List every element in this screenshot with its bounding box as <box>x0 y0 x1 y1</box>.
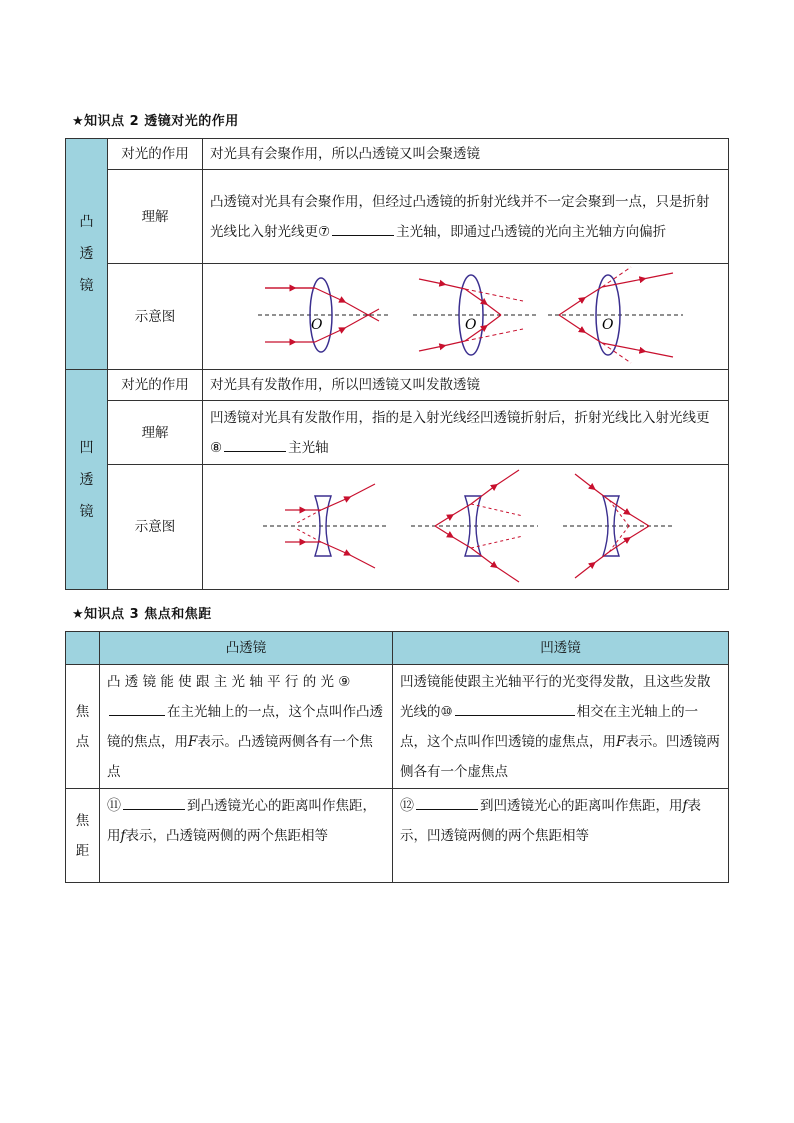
focus-row-label: 焦点 <box>66 665 100 789</box>
lens-effect-table <box>65 138 729 590</box>
focal-length-convex-part1: 到凸透镜光心的距离叫作焦距，用 <box>107 798 376 844</box>
focal-length-concave-part2: 表示，凹透镜两侧的两个焦距相等 <box>400 798 701 844</box>
side-char: 镜 <box>79 503 94 520</box>
knowledge-point-3-heading: ★知识点 3 焦点和焦距 <box>72 607 212 622</box>
knowledge-point-2-heading: ★知识点 2 透镜对光的作用 <box>72 114 239 129</box>
side-char: 凹 <box>79 439 94 456</box>
concave-diagram-less-converge <box>563 474 673 578</box>
convex-lens-diagram <box>203 265 728 369</box>
focal-length-concave-part1: 到凹透镜光心的距离叫作焦距，用 <box>480 798 683 814</box>
side-char: 凸 <box>79 214 94 230</box>
concave-understand-label: 理解 <box>108 401 203 465</box>
answer-blank-8[interactable] <box>224 437 286 452</box>
focus-concave-text <box>393 665 729 789</box>
convex-understand-part2: 主光轴，即通过凸透镜的光向主光轴方向偏折 <box>396 223 667 240</box>
concave-diagram-label: 示意图 <box>108 465 203 590</box>
focus-symbol: F <box>616 733 626 750</box>
column-header-concave: 凹透镜 <box>393 632 729 665</box>
concave-diagram-converging-input <box>411 470 538 582</box>
convex-lens-side-header <box>66 139 108 370</box>
convex-diagram-converge <box>258 278 388 352</box>
convex-understand-label: 理解 <box>108 170 203 264</box>
focus-convex-part2: 在主光轴上的一点，这个点叫作凸透镜的焦点，用 <box>107 703 383 750</box>
answer-blank-7[interactable] <box>332 221 394 236</box>
concave-diagram-diverge <box>263 484 388 568</box>
concave-understand-part2: 主光轴 <box>288 439 329 456</box>
answer-blank-9[interactable] <box>109 701 165 716</box>
convex-understand-text <box>203 170 729 264</box>
convex-effect-text: 对光具有会聚作用，所以凸透镜又叫会聚透镜 <box>203 139 729 170</box>
focus-concave-part2: 相交在主光轴上的一点，这个点叫作凹透镜的虚焦点，用 <box>400 703 699 750</box>
concave-understand-text <box>203 401 729 465</box>
focus-convex-part1: 凸 透 镜 能 使 跟 主 光 轴 平 行 的 光 ⑨ <box>107 673 351 690</box>
convex-understand-part1: 凸透镜对光具有会聚作用，但经过凸透镜的折射光线并不一定会聚到一点，只是折射光线比入射光线更⑦ <box>210 193 710 240</box>
answer-blank-12[interactable] <box>416 795 478 810</box>
optical-center-label: O <box>465 316 477 333</box>
focus-convex-part3: 表示。凸透镜两侧各有一个焦点 <box>107 733 373 780</box>
blank-number-12: ⑫ <box>400 798 414 814</box>
focal-length-convex-text <box>100 789 393 883</box>
concave-effect-text: 对光具有发散作用，所以凹透镜又叫发散透镜 <box>203 370 729 401</box>
focus-convex-text <box>100 665 393 789</box>
convex-diagram-label: 示意图 <box>108 264 203 370</box>
focal-length-convex-part2: 表示，凸透镜两侧的两个焦距相等 <box>125 828 328 844</box>
focus-concave-part3: 表示。凹透镜两侧各有一个虚焦点 <box>400 733 720 780</box>
optical-center-label: O <box>311 316 323 333</box>
focus-table <box>65 631 729 883</box>
convex-diagram-more-converge <box>413 275 538 355</box>
focus-table-corner <box>66 632 100 665</box>
focus-concave-part1: 凹透镜能使跟主光轴平行的光变得发散，且这些发散光线的⑩ <box>400 673 711 720</box>
focus-symbol: F <box>188 733 198 750</box>
focal-length-symbol: f <box>682 798 688 814</box>
concave-diagram-cell <box>203 465 729 590</box>
column-header-convex: 凸透镜 <box>100 632 393 665</box>
concave-understand-part1: 凹透镜对光具有发散作用，指的是入射光线经凹透镜折射后，折射光线比入射光线更⑧ <box>210 409 710 456</box>
side-char: 镜 <box>79 278 94 294</box>
focal-length-symbol: f <box>120 828 126 844</box>
convex-effect-label: 对光的作用 <box>108 139 203 170</box>
side-char: 透 <box>79 471 94 488</box>
convex-diagram-less-diverge <box>548 267 683 363</box>
focal-length-row-label: 焦距 <box>66 789 100 883</box>
answer-blank-10[interactable] <box>455 701 575 716</box>
convex-diagram-cell <box>203 264 729 370</box>
side-char: 透 <box>79 246 94 262</box>
concave-lens-diagram <box>203 466 728 589</box>
answer-blank-11[interactable] <box>123 795 185 810</box>
concave-lens-side-header <box>66 370 108 590</box>
focal-length-concave-text <box>393 789 729 883</box>
blank-number-11: ⑪ <box>107 798 121 814</box>
concave-effect-label: 对光的作用 <box>108 370 203 401</box>
optical-center-label: O <box>602 316 614 333</box>
